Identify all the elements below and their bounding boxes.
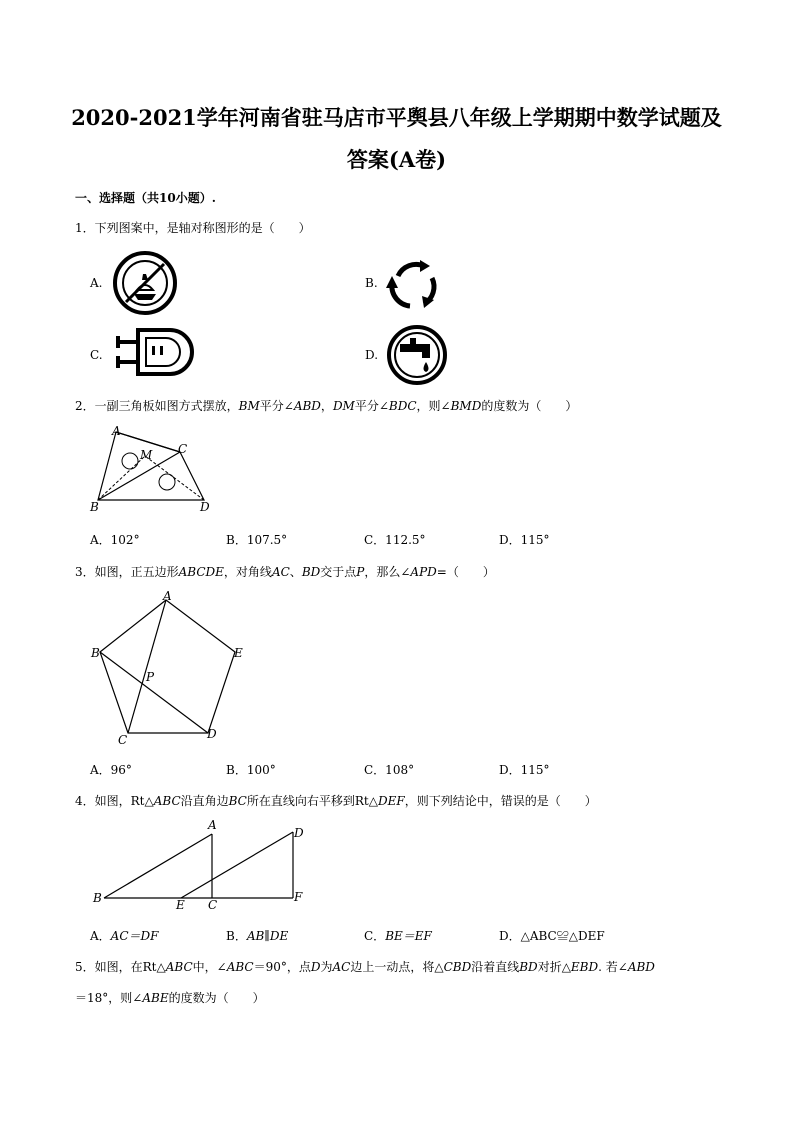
question-2-text: 2．一副三角板如图方式摆放，BM平分∠ABD，DM平分∠BDC，则∠BMD的度数为（ ） — [75, 399, 578, 413]
q4-label-e: E — [176, 898, 185, 912]
q1-option-d-figure[interactable] — [386, 324, 448, 386]
q1-option-a-label: A. — [90, 276, 103, 290]
q4-label-c: C — [208, 898, 218, 912]
question-4-text: 4．如图，Rt△ABC沿直角边BC所在直线向右平移到Rt△DEF，则下列结论中，错误的是（ ） — [75, 794, 597, 808]
q1-option-b-figure[interactable] — [384, 256, 442, 314]
q3-option-d[interactable]: D．115° — [499, 763, 550, 777]
page-title-line1: 2020-2021学年河南省驻马店市平舆县八年级上学期期中数学试题及 — [71, 105, 722, 130]
question-3-text: 3．如图，正五边形ABCDE，对角线AC、BD交于点P，那么∠APD=（ ） — [75, 565, 495, 579]
q4-label-a: A — [208, 818, 217, 832]
q2-label-m: M — [140, 448, 153, 462]
q4-label-d: D — [294, 826, 304, 840]
q1-option-d-label: D. — [365, 348, 379, 362]
q3-option-b[interactable]: B．100° — [226, 763, 276, 777]
q2-option-d[interactable]: D．115° — [499, 533, 550, 547]
q3-label-d: D — [207, 727, 217, 741]
q3-label-e: E — [234, 646, 243, 660]
q4-label-f: F — [294, 890, 303, 904]
q3-label-b: B — [91, 646, 100, 660]
q3-label-p: P — [146, 670, 155, 684]
q2-label-c: C — [178, 442, 188, 456]
page-title-line2: 答案(A卷) — [346, 147, 447, 172]
q4-option-b[interactable]: B．AB∥DE — [226, 929, 289, 943]
question-5-line2: ＝18°，则∠ABE的度数为（ ） — [75, 991, 265, 1005]
q2-option-a[interactable]: A．102° — [90, 533, 140, 547]
q1-option-c-figure[interactable] — [116, 326, 194, 378]
q1-option-c-label: C. — [90, 348, 103, 362]
q4-option-c[interactable]: C．BE＝EF — [364, 929, 432, 943]
q3-option-c[interactable]: C．108° — [364, 763, 415, 777]
question-5-line1: 5．如图，在Rt△ABC中，∠ABC＝90°，点D为AC边上一动点，将△CBD沿着直线BD对折△EBD. 若∠ABD — [75, 960, 655, 974]
q4-label-b: B — [93, 891, 102, 905]
question-1-text: 1．下列图案中，是轴对称图形的是（ ） — [75, 221, 311, 235]
q1-option-b-label: B. — [365, 276, 378, 290]
q2-label-a: A — [112, 424, 121, 438]
q4-option-a[interactable]: A．AC＝DF — [90, 929, 159, 943]
q2-option-c[interactable]: C．112.5° — [364, 533, 426, 547]
q1-option-a-figure[interactable] — [112, 250, 178, 316]
q3-label-a: A — [163, 589, 172, 603]
section-heading: 一、选择题（共10小题）. — [75, 191, 216, 205]
q2-label-b: B — [90, 500, 99, 514]
q2-label-d: D — [200, 500, 210, 514]
q4-figure — [95, 820, 315, 910]
q3-option-a[interactable]: A．96° — [90, 763, 132, 777]
q3-label-c: C — [118, 733, 128, 747]
q4-option-d[interactable]: D．△ABC≌△DEF — [499, 929, 605, 943]
q2-option-b[interactable]: B．107.5° — [226, 533, 288, 547]
q3-figure — [85, 590, 255, 750]
